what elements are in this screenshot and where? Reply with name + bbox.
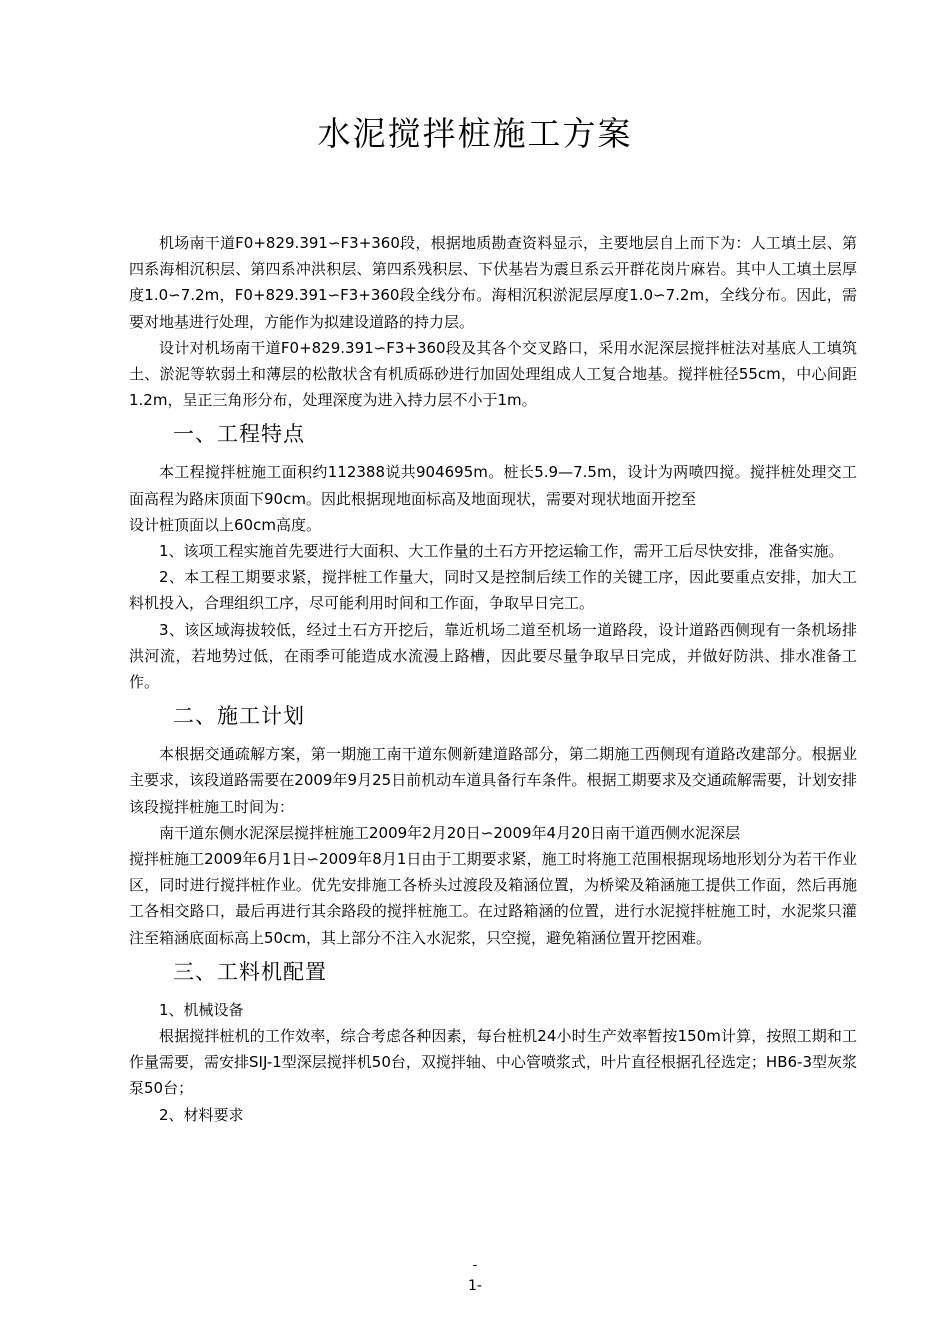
page-number: 1- — [468, 1278, 482, 1294]
section3-subheading-machinery: 1、机械设备 — [159, 1000, 244, 1019]
section3-paragraph-machinery: 根据搅拌桩机的工作效率，综合考虑各种因素，每台桩机24小时生产效率暂按150m计算，按照工期和工作量需要，需安排SIJ-1型深层搅拌机50台，双搅拌轴、中心管喷浆式，叶片直径根据孔径选定；HB6-3型灰浆泵50台； — [129, 1027, 857, 1098]
footer-dash: - — [472, 1258, 478, 1273]
section2-paragraph-3: 搅拌桩施工2009年6月1日∽2009年8月1日由于工期要求紧，施工时将施工范围根据现场地形划分为若干作业区，同时进行搅拌桩作业。优先安排施工各桥头过渡段及箱涵位置，为桥梁及箱涵施工提供工作面，然后再施工各相交路口，最后再进行其余路段的搅拌桩施工。在过路箱涵的位置，进行水泥搅拌桩施工时，水泥浆只灌注至箱涵底面标高上50cm，其上部分不注入水泥浆，只空搅，避免箱涵位置开挖困难。 — [129, 850, 857, 947]
section1-item-2: 2、本工程工期要求紧，搅拌桩工作量大，同时又是控制后续工作的关键工序，因此要重点安排，加大工料机投入，合理组织工序，尽可能利用时间和工作面，争取早日完工。 — [129, 568, 857, 613]
intro-paragraph-1: 机场南干道F0+829.391∽F3+360段，根据地质勘查资料显示，主要地层自上而下为：人工填土层、第四系海相沉积层、第四系冲洪积层、第四系残积层、下伏基岩为震旦系云开群花岗片麻岩。其中人工填土层厚度1.0∽7.2m，F0+829.391∽F3+360段全线分布。海相沉积淤泥层厚度1.0∽7.2m，全线分布。因此，需要对地基进行处理，方能作为拟建设道路的持力层。 — [129, 234, 857, 331]
document-title: 水泥搅拌桩施工方案 — [317, 114, 633, 153]
section1-paragraph-1: 本工程搅拌桩施工面积约112388说共904695m。桩长5.9—7.5m，设计为两喷四搅。搅拌桩处理交工面高程为路床顶面下90cm。因此根据现地面标高及地面现状，需要对现状地面开挖至 — [129, 463, 857, 508]
section-heading-project-features: 一、工程特点 — [173, 422, 305, 447]
section1-item-3: 3、该区域海拔较低，经过土石方开挖后，靠近机场二道至机场一道路段，设计道路西侧现有一条机场排洪河流，若地势过低，在雨季可能造成水流漫上路槽，因此要尽量争取早日完成，并做好防洪、排水准备工作。 — [129, 620, 857, 692]
section2-paragraph-1: 本根据交通疏解方案，第一期施工南干道东侧新建道路部分，第二期施工西侧现有道路改建部分。根据业主要求，该段道路需要在2009年9月25日前机动车道具备行车条件。根据工期要求及交通疏解需要，计划安排该段搅拌桩施工时间为： — [129, 745, 857, 816]
section1-item-1: 1、该项工程实施首先要进行大面积、大工作量的土石方开挖运输工作，需开工后尽快安排，准备实施。 — [159, 542, 844, 561]
section3-subheading-materials: 2、材料要求 — [159, 1105, 244, 1124]
intro-paragraph-2: 设计对机场南干道F0+829.391∽F3+360段及其各个交叉路口，采用水泥深层搅拌桩法对基底人工填筑土、淤泥等软弱土和薄层的松散状含有机质砾砂进行加固处理组成人工复合地基。搅拌桩径55cm，中心间距1.2m，呈正三角形分布，处理深度为进入持力层不小于1m。 — [129, 338, 857, 410]
section1-paragraph-1-cont: 设计桩顶面以上60cm高度。 — [129, 515, 321, 534]
section-heading-resource-allocation: 三、工料机配置 — [173, 959, 327, 984]
section-heading-construction-plan: 二、施工计划 — [173, 704, 305, 729]
section2-paragraph-2: 南干道东侧水泥深层搅拌桩施工2009年2月20日∽2009年4月20日南干道西侧水泥深层 — [159, 823, 741, 842]
document-body — [129, 230, 857, 1128]
